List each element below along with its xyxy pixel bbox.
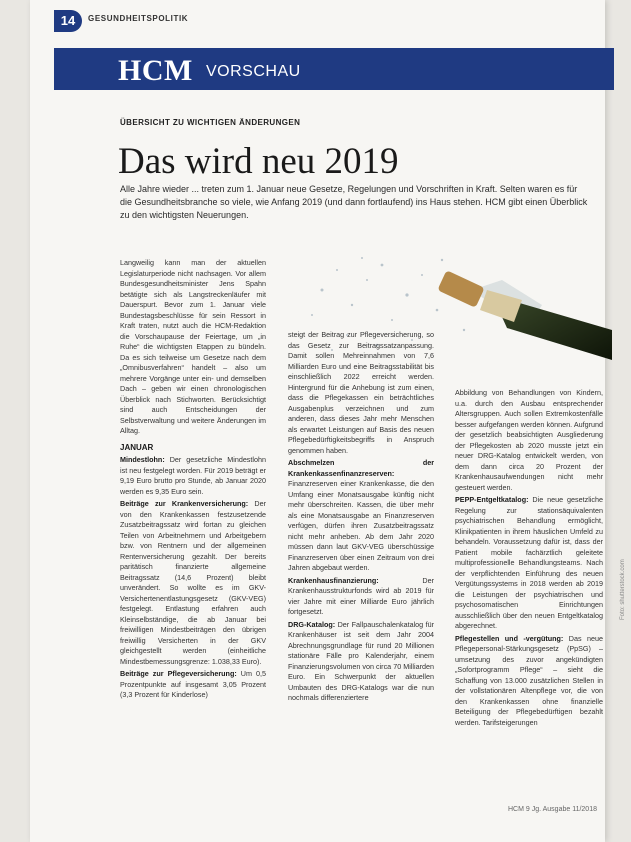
hcm-banner <box>54 48 614 90</box>
page-number: 14 <box>54 10 82 32</box>
intro-paragraph: Langweilig kann man der aktuellen Legislaturperiode nicht nachsagen. Vor allem Bundesgesundheitsminister Jens Spahn betätigte sich als Langstreckenläufer mit Dauerspurt. Bevor zum 1. Januar viele Bundestagsbeschlüsse für sein Ressort in Kraft traten, nutzt auch die HCM-Redaktion die Vorschaupause der Feiertage, um „in Ruhe“ die wichtigsten Etappen zu bündeln. Da es sich teilweise um Gesetze nach dem „Omnibusverfahren“ handelt – also um mehrere Vorgänge unter ein- und demselben Dach – geben wir einen chronologischen Überblick nach Stichworten. Berücksichtigt sind auch Entscheidungen der Selbstverwaltung und weitere Änderungen im Alltag. <box>120 258 266 435</box>
item-text: Die neue gesetzliche Regelung zur stationsäquivalenten psychiatrischen Behandlung ermöglicht, Klinikpatienten in ihrem häuslichen Umfeld zu behandeln. Voraussetzung dafür ist, dass der Patient mobile fachärztlich geleitete multiprofessionelle Behandlungsteams. Nach der verpflichtenden Einführung des neuen Vergütungssystems in 2018 werden ab 2019 die Leistungen der psychiatrischen und psychosomatischen Einrichtungen ausschließlich über den neuen Entgeltkatalog abgerechnet. <box>455 495 603 630</box>
list-item <box>288 576 434 618</box>
item-heading: Krankenhausfinanzierung: <box>288 575 379 585</box>
section-label: GESUNDHEITSPOLITIK <box>88 14 189 23</box>
article-title: Das wird neu 2019 <box>118 141 399 182</box>
list-item <box>120 455 266 497</box>
item-heading: PEPP-Entgeltkatalog: <box>455 495 529 504</box>
list-item <box>455 634 603 729</box>
list-item <box>288 458 434 574</box>
magazine-page <box>30 0 626 842</box>
column-2 <box>288 330 434 706</box>
article-lead: Alle Jahre wieder ... treten zum 1. Januar neue Gesetze, Regelungen und Vorschriften in Kraft. Selten waren es für die Gesundheitsbranche so viele, wie Anfang 2019 (und dann fortlaufend) ins Haus stehen. HCM gibt einen Überblick zu den wichtigsten Neuerungen. <box>120 184 588 220</box>
month-heading: JANUAR <box>120 442 154 452</box>
brand-logo: HCM <box>118 54 193 87</box>
photo-credit: Foto: shutterstock.com <box>620 559 626 620</box>
page-footer: HCM 9 Jg. Ausgabe 11/2018 <box>508 806 597 813</box>
list-item <box>288 620 434 704</box>
list-item <box>455 495 603 632</box>
item-text: Der gesetzliche Mindestlohn ist neu festgelegt worden. Für 2019 beträgt er 9,19 Euro brutto pro Stunde, ab Januar 2020 werden es 9,35 Euro sein. <box>120 455 266 496</box>
item-heading: Beiträge zur Pflegeversicherung: <box>120 669 237 678</box>
item-text: Um 0,5 Prozentpunkte auf insgesamt 3,05 Prozent (3,3 Prozent für Kinderlose) <box>120 669 266 699</box>
paragraph: steigt der Beitrag zur Pflegeversicherung, so das Gesetz zur Beitragssatzanpassung. Damit sollen Mehreinnahmen von 7,6 Milliarden Euro und eine Beitragsstabilität bis einschließlich 2022 erreicht werden. Hintergrund für die Anhebung ist zum einen, dass die Pflegekassen ein beträchtliches Ausgabenplus verzeichnen und zum anderen, dass dieses Jahr mehr Menschen als erwartet Leistungen auf Basis des neuen Pflegebedürftigkeitsbegriffs in Anspruch genommen haben. <box>288 330 434 455</box>
item-text: Finanzreserven einer Krankenkasse, die den Umfang einer Monatsausgabe künftig nicht mehr überschreiten. Kassen, die über mehr als eine Monatsausgabe an Finanzreserven verfügen, dürfen ihren Zusatzbeitragssatz nicht mehr anheben. Ab dem Jahr 2020 müssen dann laut GKV-VEG überschüssige Finanzreserven über einen Zeitraum von drei Jahren abgebaut werden. <box>288 479 434 572</box>
item-heading: Pflegestellen und -vergütung: <box>455 633 564 643</box>
item-heading: Mindestlohn: <box>120 455 165 464</box>
list-item <box>120 669 266 701</box>
item-heading: Beiträge zur Krankenversicherung: <box>120 499 249 508</box>
article-overline: ÜBERSICHT ZU WICHTIGEN ÄNDERUNGEN <box>120 118 301 127</box>
column-1 <box>120 258 266 703</box>
item-text: Der Krankenhausstrukturfonds wird ab 2019 für vier Jahre mit einer Milliarde Euro jährlich fortgesetzt. <box>288 575 434 616</box>
item-text: Das neue Pflegepersonal-Stärkungsgesetz (PpSG) – umsetzung des zuvor angekündigten „Sofortprogramm Pflege“ – sieht die Schaffung von 13.000 zusätzlichen Stellen in der vollstationären Altenpflege vor, die von den Krankenkassen ohne finanzielle Beteiligung der Pflegebedürftigen bezahlt werden. Tarifsteigerungen <box>455 633 603 727</box>
item-text: Der Fallpauschalenkatalog für Krankenhäuser ist seit dem Jahr 2004 Abrechnungsgrundlage für rund 20 Millionen stationäre Fälle pro Kalenderjahr, einem Finanzierungsvolumen von circa 70 Milliarden Euro. Ein Schwerpunkt der aktuellen Umbauten des DRG-Katalogs war die nun nochmals differenziertere <box>288 619 434 702</box>
paragraph: Abbildung von Behandlungen von Kindern, u.a. durch den Ausbau entsprechender Altersgruppen. Auch sollen Extremkostenfälle besser aufgefangen werden können. Aufgrund der gesetzlich beabsichtigten Ausgliederung der Pflegekosten ab 2020 musste jetzt ein neuer DRG-Katalog entwickelt werden, von dem dann circa 20 Prozent der Krankenhausaufwendungen nicht mehr gesteuert werden. <box>455 388 603 492</box>
item-heading: Abschmelzen der Krankenkassenfinanzreserven: <box>288 458 434 478</box>
list-item <box>120 499 266 667</box>
column-3 <box>455 388 603 730</box>
banner-label: VORSCHAU <box>206 63 301 80</box>
item-heading: DRG-Katalog: <box>288 619 336 629</box>
item-text: Der von den Krankenkassen festzusetzende Zusatzbeitragssatz wird fortan zu gleichen Teilen von Arbeitnehmern und Arbeitgebern bzw. von Rentnern und der allgemeinen Rentenversicherung gezahlt. Der bereits paritätisch finanzierte allgemeine Beitragssatz (14,6 Prozent) bleibt unverändert. So wollte es im GKV-Versichertenentlastungsgesetz (GKV-VEG) festgelegt. Entlastung erfahren auch Kleinselbständige, die ab Januar bei freiwilligen Mindestbeiträgen den übrigen freiwillig Versicherten in der GKV gleichgestellt werden (einheitliche Mindestbemessungsgrenze: 1.038,33 Euro). <box>120 499 266 666</box>
